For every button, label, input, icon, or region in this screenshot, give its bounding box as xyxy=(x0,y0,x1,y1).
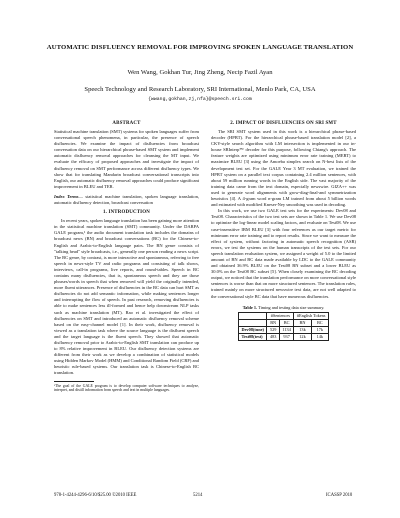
table-cell: 14k xyxy=(311,333,328,340)
table-subheader: BN xyxy=(294,319,311,326)
table-row-label: Test08(test) xyxy=(239,333,267,340)
left-column xyxy=(54,121,199,393)
table-group-header: #English Tokens xyxy=(294,312,329,319)
author-email: {wwang,gokhan,zj,nfa}@speech.sri.com xyxy=(148,97,252,102)
table-group-header: #Sentences xyxy=(267,312,294,319)
table-subheader: BC xyxy=(279,319,293,326)
table-cell: 13k xyxy=(294,326,311,333)
table-subheader: BC xyxy=(311,319,328,326)
table-subheader-row xyxy=(239,319,329,326)
section2-paragraph-2: In this work, we use two GALE test sets for the experiments: Dev08 and Test08. Characteristics of the two test sets are shown in Table 1. We use Dev08 to optimize the log-linear model scaling factors, and evaluate on Test08. We use case-insensitive IBM BLEU [3] with four references as our target metric for minimum error rate training and to report results. Since we want to measure the effect of system, without factoring in automatic speech recognition (ASR) errors, we test the systems on the human transcripts of the test sets. For our speech translation evaluation system, we assigned a weight of 5.0 to the limited amount of BN and BC data made available by LDC to the GALE community and obtained 36.9% BLEU on the Test08 BN subset and a lower BLEU as 30.0% on the Test08 BC subset [5]. When closely examining the BC decoding output, we noticed that the translation performance on more conversational style sentences is worse than that on more structured sentences. The translation rules, trained mainly on more structured newswire text data, are not well adapted to the conversational style BC data that have numerous disfluencies. xyxy=(211,208,356,299)
author-list: Wen Wang, Gokhan Tur, Jing Zheng, Necip Fazil Ayan xyxy=(127,69,273,76)
table-cell: 529 xyxy=(267,326,279,333)
abstract-heading: ABSTRACT xyxy=(112,121,141,126)
footnote-divider xyxy=(54,381,94,382)
table-row xyxy=(239,326,329,333)
intro-text: In recent years, spoken language translation has been gaining more attention in the statistical machine translation (SMT) community. Under the DARPA GALE program,¹ the audio document translation task includes the domains of broadcast news (BN) and broadcast conversations (BC) for the Chinese-to-English and Arabic-to-English language pairs. The BN genre consists of "talking head" style broadcasts, i.e., generally one person reading a news script. The BC genre, by contrast, is more interactive and spontaneous, referring to free speech in news-style TV and radio programs and consisting of talk shows, interviews, call-in programs, live reports, and round-tables. Speech in BC contains many disfluencies, that is, spontaneous speech and they are those phrases/words in speech that when removed will yield the originally intended, more fluent utterances. Presence of disfluencies in the BC data can hurt SMT as disfluencies do not add semantic information, while making sentences longer and interrupting the flow of speech. In past research, removing disfluencies is able to make sentences less ill-formed and hence help downstream NLP tasks such as machine translation (MT). Rao et al. investigated the effect of disfluencies on SMT and introduced an automatic disfluency removal scheme based on the easy-channel model [1]. In their work, disfluency removal is viewed as a translation task where the source language is the disfluent speech and the target language is the fluent speech. They showed that automatic disfluency removal prior to Arabic-to-English SMT translation can produce up to 8% relative improvement in BLEU. Our disfluency detection systems are different from their work as we develop a combination of statistical models using Hidden Markov Model (HMM) and Conditional Random Field (CRF) and heuristic rule-based systems. Our translation task is Chinese-to-English BC translation. xyxy=(54,218,199,376)
index-terms xyxy=(54,194,199,206)
data-size-table xyxy=(238,312,329,341)
abstract-text: Statistical machine translation (SMT) systems for spoken languages suffer from conversational speech phenomena, in particular, the presence of speech disfluencies. We examine the impact of disfluencies from broadcast conversation data on our hierarchical phrase-based SMT system and implement automatic disfluency removal approaches for cleansing the MT input. We evaluate the efficacy of proposed approaches and investigate the impact of disfluency removal on SMT performance across different disfluency types. We show that for translating Mandarin broadcast conversational transcripts into English, our automatic disfluency removal approaches could produce significant improvement in BLEU and TER. xyxy=(54,129,199,189)
table-row-label: Dev08(tune) xyxy=(239,326,267,333)
footer-page-number: 5214 xyxy=(193,493,203,498)
table-row xyxy=(239,333,329,340)
footer-copyright: 978-1-4244-4296-6/10/$25.00 ©2010 IEEE xyxy=(54,493,137,498)
table-corner-cell xyxy=(239,312,267,319)
table-cell: 483 xyxy=(267,333,279,340)
index-terms-text: — statistical machine translation, spoken language translation, automatic disfluency detection, broadcast conversation xyxy=(54,193,199,206)
paper-title: AUTOMATIC DISFLUENCY REMOVAL FOR IMPROVING SPOKEN LANGUAGE TRANSLATION xyxy=(46,44,354,51)
section2-paragraph-1: The SRI SMT system used in this work is a hierarchical phrase-based decoder (HPBT). For the hierarchical phrase-based translation model [2], a CKY-style search algorithm with LM intersection is implemented in our in-house SRInterp™ decoder for this purpose, following Chiang's approach. The feature weights are optimized using minimum error rate training (MERT) to maximize BLEU [3] using the Amoeba simplex search on N-best lists of the development test set. For the GALE Year 3 MT evaluation, we trained the HPBT system on a parallel text corpus containing 2.4 million sentences, with about 59 million running words in the English side. The vast majority of the training data came from the text domain, especially newswire. GIZA++ was used to generate word alignments with grow-diag-final-and symmetrization heuristics [4]. A 4-gram word n-gram LM trained from about 5 billion words and estimated with modified Kneser-Ney smoothing was used in decoding. xyxy=(211,129,356,208)
affiliation: Speech Technology and Research Laboratory, SRI International, Menlo Park, CA, USA xyxy=(84,86,316,93)
right-column xyxy=(211,121,356,341)
table-header-row xyxy=(239,312,329,319)
table-corner-cell xyxy=(239,319,267,326)
footnote: ¹The goal of the GALE program is to develop computer software techniques to analyze, interpret, and distill information from speech and text in multiple languages. xyxy=(54,383,199,393)
table-label: Table 1. xyxy=(242,304,258,310)
index-terms-label: Index Terms xyxy=(54,193,79,199)
table-subheader: BN xyxy=(267,319,279,326)
section2-heading: 2. IMPACT OF DISFLUENCIES ON SRI SMT xyxy=(230,121,337,126)
intro-heading: 1. INTRODUCTION xyxy=(102,210,151,216)
table-caption xyxy=(211,305,356,310)
table-cell: 1134 xyxy=(279,326,293,333)
table-cell: 12k xyxy=(294,333,311,340)
table-caption-text: Timing and testing data size summary. xyxy=(258,304,325,310)
footer-venue: ICASSP 2010 xyxy=(326,493,353,498)
table-cell: 17k xyxy=(311,326,328,333)
table-cell: 937 xyxy=(279,333,293,340)
